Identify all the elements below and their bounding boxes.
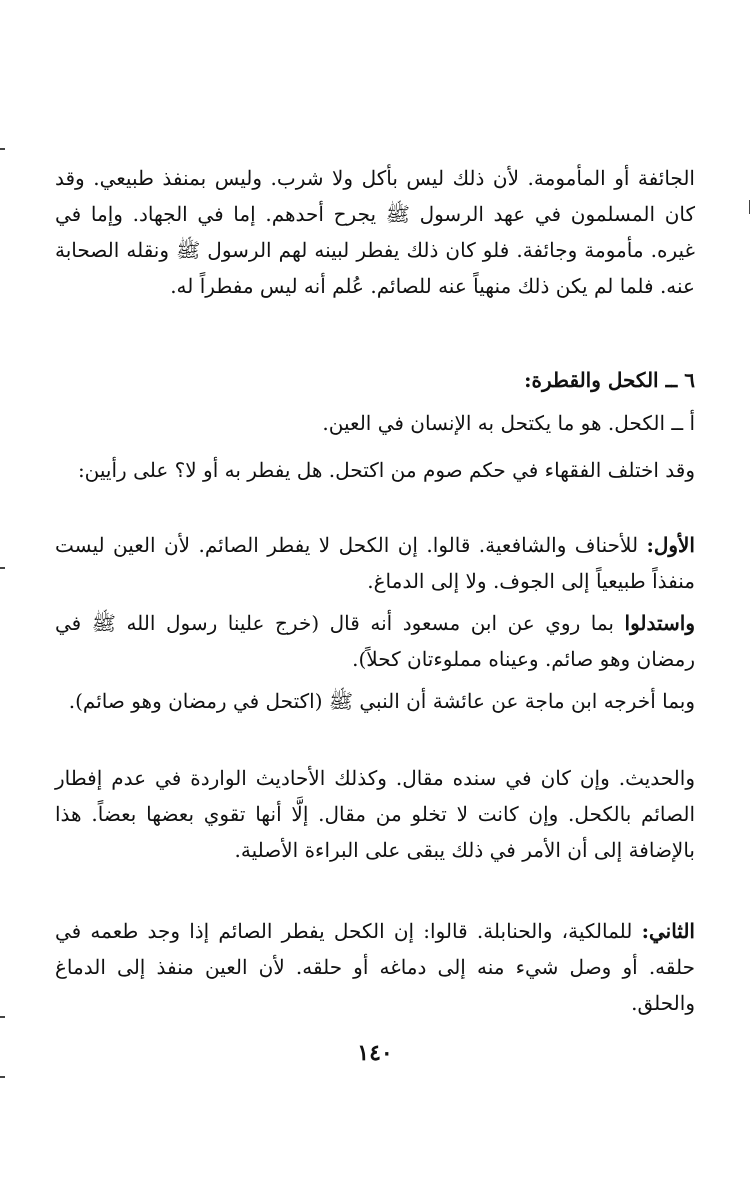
second-text: للمالكية، والحنابلة. قالوا: إن الكحل يفطر الصائم إذا وجد طعمه في حلقه. أو وصل شيء منه إلى دماغه أو حلقه. لأن العين منفذ إلى الدماغ والحلق.: [55, 919, 695, 1015]
paragraph-first-opinion: [55, 527, 695, 599]
margin-mark: [0, 567, 5, 569]
paragraph-3: وبما أخرجه ابن ماجة عن عائشة أن النبي ﷺ (اكتحل في رمضان وهو صائم).: [68, 689, 695, 713]
second-lead: الثاني:: [641, 919, 695, 943]
paragraph-2: وقد اختلف الفقهاء في حكم صوم من اكتحل. هل يفطر به أو لا؟ على رأيين:: [77, 458, 695, 482]
evidence-text: بما روي عن ابن مسعود أنه قال (خرج علينا رسول الله ﷺ في رمضان وهو صائم. وعيناه مملوءتان كحلاً).: [55, 611, 695, 671]
first-lead: الأول:: [646, 533, 695, 557]
section-heading: ٦ ــ الكحل والقطرة:: [524, 368, 695, 392]
first-text: للأحناف والشافعية. قالوا. إن الكحل لا يفطر الصائم. لأن العين ليست منفذاً طبيعياً إلى الجوف. ولا إلى الدماغ.: [55, 533, 695, 593]
margin-mark: [0, 1076, 5, 1078]
page-number: ١٤٠: [357, 1040, 393, 1066]
paragraph-second-opinion: [55, 913, 695, 1021]
margin-mark: [0, 148, 5, 150]
paragraph-evidence: [55, 605, 695, 677]
item-a: أ ــ الكحل. هو ما يكتحل به الإنسان في العين.: [322, 411, 695, 435]
evidence-lead: واستدلوا: [624, 611, 696, 635]
paragraph-4: والحديث. وإن كان في سنده مقال. وكذلك الأحاديث الواردة في عدم إفطار الصائم بالكحل. وإن كانت لا تخلو من مقال. إلَّا أنها تقوي بعضها بعضاً. هذا بالإضافة إلى أن الأمر في ذلك يبقى على البراءة الأصلية.: [55, 766, 695, 862]
margin-mark: [0, 1016, 5, 1018]
paragraph-1: الجائفة أو المأمومة. لأن ذلك ليس بأكل ولا شرب. وليس بمنفذ طبيعي. وقد كان المسلمون في عهد الرسول ﷺ يجرح أحدهم. إما في الجهاد. وإما في غيره. مأمومة وجائفة. فلو كان ذلك يفطر لبينه لهم الرسول ﷺ ونقله الصحابة عنه. فلما لم يكن ذلك منهياً عنه للصائم. عُلم أنه ليس مفطراً له.: [55, 166, 695, 298]
